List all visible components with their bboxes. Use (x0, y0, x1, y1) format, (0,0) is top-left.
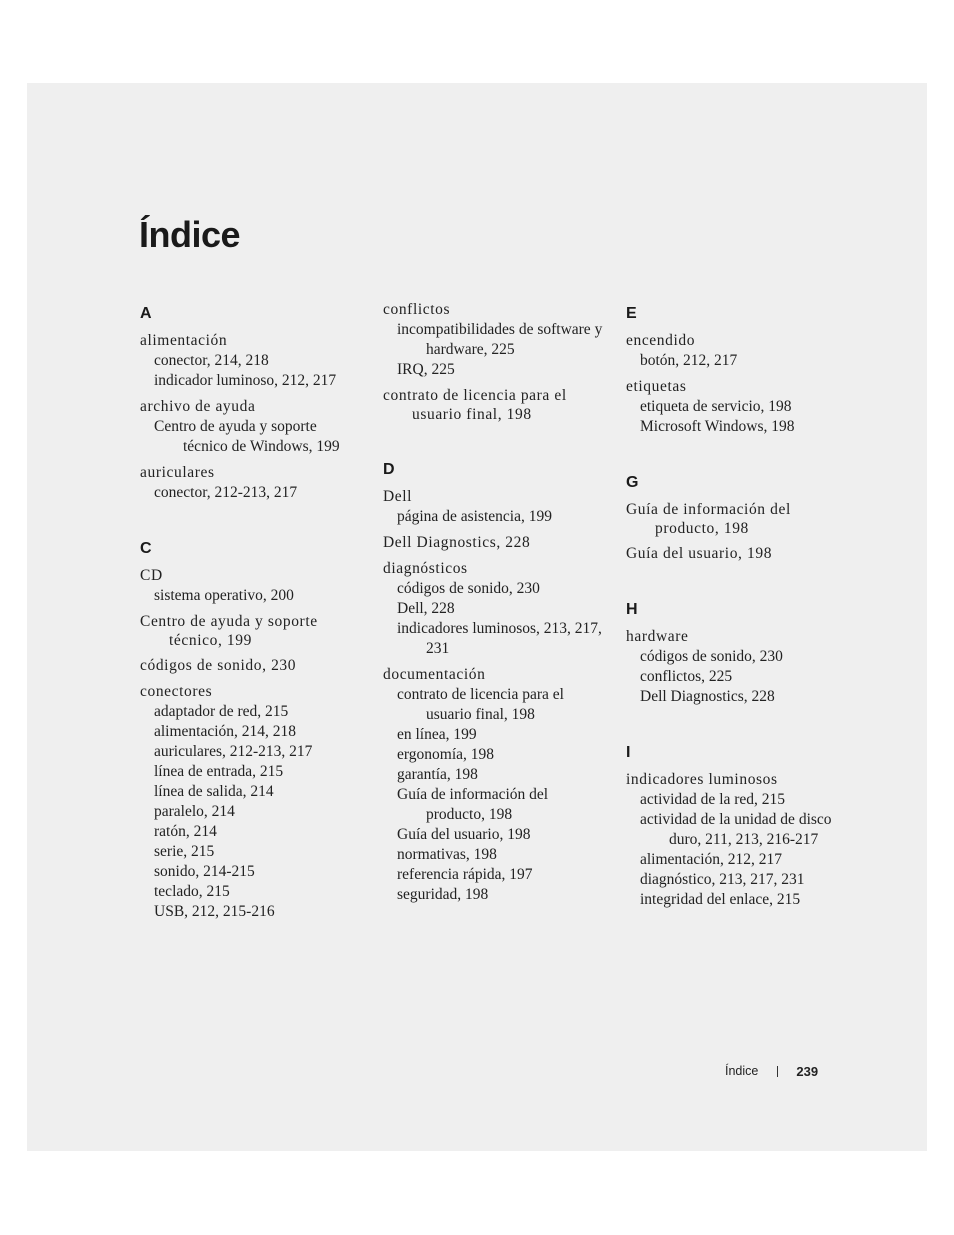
index-column-3 (626, 300, 851, 916)
entry-main: diagnósticos (383, 560, 468, 577)
entry-sub: conector, 212-213, 217 (154, 484, 298, 501)
entry-sub: incompatibilidades de software y hardware, 225 (397, 321, 603, 358)
entry-sub: integridad del enlace, 215 (640, 891, 801, 908)
entry-main: Dell Diagnostics, 228 (383, 534, 531, 551)
entry-sub: seguridad, 198 (397, 886, 489, 903)
entry-main: etiquetas (626, 378, 687, 395)
entry-sub: sistema operativo, 200 (154, 587, 294, 604)
entry-sub: Guía de información del producto, 198 (397, 786, 549, 823)
page-title: Índice (139, 214, 241, 255)
section-letter: D (383, 461, 395, 478)
section-letter: E (626, 305, 637, 322)
index-entry (140, 566, 365, 606)
section-letter: H (626, 601, 638, 618)
index-entry (626, 377, 851, 437)
entry-main: contrato de licencia para el usuario final, 198 (383, 387, 567, 423)
entry-main: hardware (626, 628, 689, 645)
entry-main: Dell (383, 488, 413, 505)
entry-sub: garantía, 198 (397, 766, 478, 783)
entry-sub: ergonomía, 198 (397, 746, 495, 763)
entry-sub: normativas, 198 (397, 846, 497, 863)
entry-sub: actividad de la unidad de disco duro, 211, 213, 216-217 (640, 811, 832, 848)
entry-sub: IRQ, 225 (397, 361, 455, 378)
entry-main: conectores (140, 683, 213, 700)
entry-sub: códigos de sonido, 230 (397, 580, 540, 597)
entry-sub: etiqueta de servicio, 198 (640, 398, 792, 415)
index-entry (383, 386, 608, 424)
entry-sub: conflictos, 225 (640, 668, 733, 685)
entry-main: auriculares (140, 464, 215, 481)
entry-sub: USB, 212, 215-216 (154, 903, 275, 920)
index-section-e (626, 300, 851, 437)
entry-sub: línea de salida, 214 (154, 783, 274, 800)
entry-sub: adaptador de red, 215 (154, 703, 289, 720)
entry-sub: teclado, 215 (154, 883, 230, 900)
entry-main: indicadores luminosos (626, 771, 778, 788)
index-entry (626, 500, 851, 538)
entry-sub: ratón, 214 (154, 823, 217, 840)
entry-main: conflictos (383, 301, 451, 318)
index-entry (383, 665, 608, 905)
index-entry (140, 331, 365, 391)
entry-sub: página de asistencia, 199 (397, 508, 552, 525)
entry-main: códigos de sonido, 230 (140, 657, 297, 674)
entry-sub: Dell Diagnostics, 228 (640, 688, 775, 705)
entry-sub: conector, 214, 218 (154, 352, 269, 369)
entry-main: Guía de información del producto, 198 (626, 501, 791, 537)
index-entry (626, 544, 851, 564)
entry-main: archivo de ayuda (140, 398, 256, 415)
section-letter: A (140, 305, 152, 322)
entry-sub: códigos de sonido, 230 (640, 648, 783, 665)
index-entry (383, 559, 608, 659)
index-entry (140, 656, 365, 676)
section-letter: G (626, 474, 639, 491)
entry-sub: indicador luminoso, 212, 217 (154, 372, 337, 389)
entry-main: alimentación (140, 332, 228, 349)
index-entry (383, 300, 608, 380)
entry-sub: Guía del usuario, 198 (397, 826, 531, 843)
entry-sub: sonido, 214-215 (154, 863, 255, 880)
index-entry (383, 533, 608, 553)
entry-sub: actividad de la red, 215 (640, 791, 786, 808)
entry-sub: indicadores luminosos, 213, 217, 231 (397, 620, 602, 657)
entry-sub: botón, 212, 217 (640, 352, 738, 369)
section-letter: C (140, 540, 152, 557)
entry-sub: alimentación, 212, 217 (640, 851, 783, 868)
index-entry (626, 331, 851, 371)
index-section-c-continued (383, 300, 608, 424)
entry-sub: línea de entrada, 215 (154, 763, 284, 780)
entry-sub: auriculares, 212-213, 217 (154, 743, 313, 760)
entry-sub: serie, 215 (154, 843, 215, 860)
footer-divider (777, 1066, 778, 1077)
index-section-i (626, 739, 851, 910)
index-column-1 (140, 300, 365, 928)
entry-sub: alimentación, 214, 218 (154, 723, 297, 740)
index-entry (626, 627, 851, 707)
entry-sub: paralelo, 214 (154, 803, 235, 820)
entry-main: Centro de ayuda y soporte técnico, 199 (140, 613, 318, 649)
section-letter: I (626, 744, 631, 761)
entry-sub: referencia rápida, 197 (397, 866, 533, 883)
entry-sub: en línea, 199 (397, 726, 477, 743)
index-section-h (626, 596, 851, 707)
entry-sub: Centro de ayuda y soporte técnico de Windows, 199 (154, 418, 340, 455)
entry-main: CD (140, 567, 163, 584)
page-footer (725, 1062, 818, 1080)
entry-sub: Microsoft Windows, 198 (640, 418, 795, 435)
index-section-c (140, 535, 365, 922)
index-entry (626, 770, 851, 910)
index-section-a (140, 300, 365, 503)
entry-sub: contrato de licencia para el usuario final, 198 (397, 686, 564, 723)
index-section-g (626, 469, 851, 564)
entry-sub: Dell, 228 (397, 600, 455, 617)
index-entry (140, 682, 365, 922)
index-section-d (383, 456, 608, 905)
index-entry (140, 397, 365, 457)
page-number: 239 (796, 1063, 819, 1079)
index-entry (140, 612, 365, 650)
footer-label: Índice (725, 1064, 759, 1078)
index-entry (383, 487, 608, 527)
entry-main: Guía del usuario, 198 (626, 545, 773, 562)
index-column-2 (383, 300, 608, 911)
entry-main: encendido (626, 332, 696, 349)
entry-main: documentación (383, 666, 486, 683)
index-entry (140, 463, 365, 503)
entry-sub: diagnóstico, 213, 217, 231 (640, 871, 805, 888)
